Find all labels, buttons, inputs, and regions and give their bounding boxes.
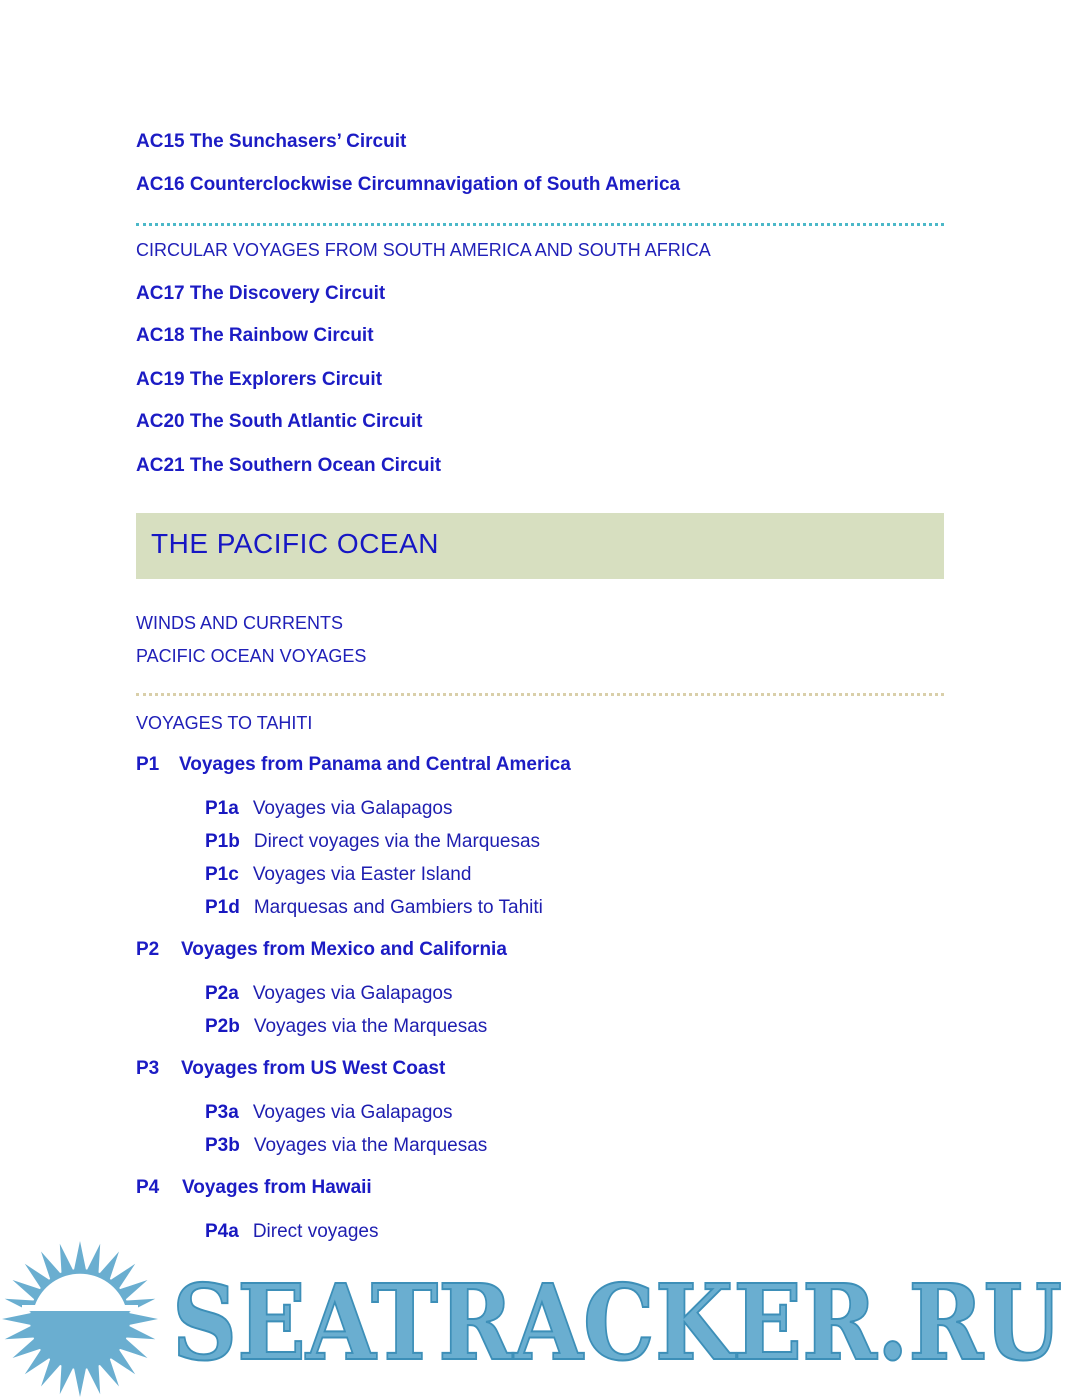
toc-entry-ac16[interactable]: AC16 Counterclockwise Circumnavigation of South America (136, 174, 681, 195)
route-code: P2 (136, 939, 160, 960)
route-p4[interactable] (136, 1177, 372, 1199)
route-title: Voyages from Hawaii (182, 1177, 372, 1198)
toc-entry-ac17[interactable]: AC17 The Discovery Circuit (136, 283, 386, 304)
route-title: Voyages from Panama and Central America (179, 754, 571, 775)
route-code: P3b (205, 1135, 240, 1156)
dotted-divider (136, 223, 944, 226)
route-title: Direct voyages via the Marquesas (253, 831, 541, 852)
chapter-banner (136, 513, 944, 579)
route-p1a[interactable] (205, 798, 452, 820)
toc-entry-ac21[interactable]: AC21 The Southern Ocean Circuit (136, 455, 442, 476)
route-code: P1d (205, 897, 240, 918)
section-heading-circular[interactable]: CIRCULAR VOYAGES FROM SOUTH AMERICA AND SOUTH AFRICA (136, 240, 711, 260)
section-link-winds[interactable]: WINDS AND CURRENTS (136, 613, 344, 633)
route-title: Voyages from US West Coast (181, 1058, 446, 1079)
route-code: P2b (205, 1016, 240, 1037)
route-p3[interactable] (136, 1058, 445, 1080)
route-code: P1b (205, 831, 240, 852)
route-p1[interactable] (136, 754, 571, 776)
watermark (0, 1235, 1080, 1397)
section-link-pacific-voyages[interactable]: PACIFIC OCEAN VOYAGES (136, 646, 367, 666)
route-p3b[interactable] (205, 1135, 487, 1157)
route-title: Voyages from Mexico and California (181, 939, 507, 960)
route-title: Voyages via Easter Island (252, 864, 472, 885)
sun-icon (2, 1241, 158, 1397)
route-code: P2a (205, 983, 239, 1004)
route-p1d[interactable] (205, 897, 543, 919)
route-title: Voyages via the Marquesas (253, 1135, 488, 1156)
route-p1b[interactable] (205, 831, 540, 853)
chapter-title[interactable]: THE PACIFIC OCEAN (151, 528, 440, 559)
dotted-divider (136, 693, 944, 696)
watermark-text: SEATRACKER.RU (172, 1261, 1062, 1384)
route-p3a[interactable] (205, 1102, 452, 1124)
route-code: P3a (205, 1102, 239, 1123)
route-code: P1 (136, 754, 160, 775)
route-title: Voyages via Galapagos (252, 1102, 453, 1123)
section-heading-tahiti[interactable]: VOYAGES TO TAHITI (136, 713, 313, 733)
route-title: Direct voyages (252, 1221, 379, 1242)
route-p2b[interactable] (205, 1016, 487, 1038)
route-title: Voyages via Galapagos (252, 983, 453, 1004)
route-code: P1c (205, 864, 239, 885)
toc-entry-ac18[interactable]: AC18 The Rainbow Circuit (136, 325, 374, 346)
route-code: P3 (136, 1058, 160, 1079)
route-title: Voyages via the Marquesas (253, 1016, 488, 1037)
route-code: P4 (136, 1177, 160, 1198)
toc-entry-ac19[interactable]: AC19 The Explorers Circuit (136, 369, 383, 390)
route-p2[interactable] (136, 939, 507, 961)
route-code: P4a (205, 1221, 239, 1242)
toc-entry-ac15[interactable]: AC15 The Sunchasers’ Circuit (136, 131, 407, 152)
route-title: Marquesas and Gambiers to Tahiti (253, 897, 543, 918)
route-title: Voyages via Galapagos (252, 798, 453, 819)
toc-entry-ac20[interactable]: AC20 The South Atlantic Circuit (136, 411, 423, 432)
route-code: P1a (205, 798, 239, 819)
route-p2a[interactable] (205, 983, 452, 1005)
route-p1c[interactable] (205, 864, 471, 886)
